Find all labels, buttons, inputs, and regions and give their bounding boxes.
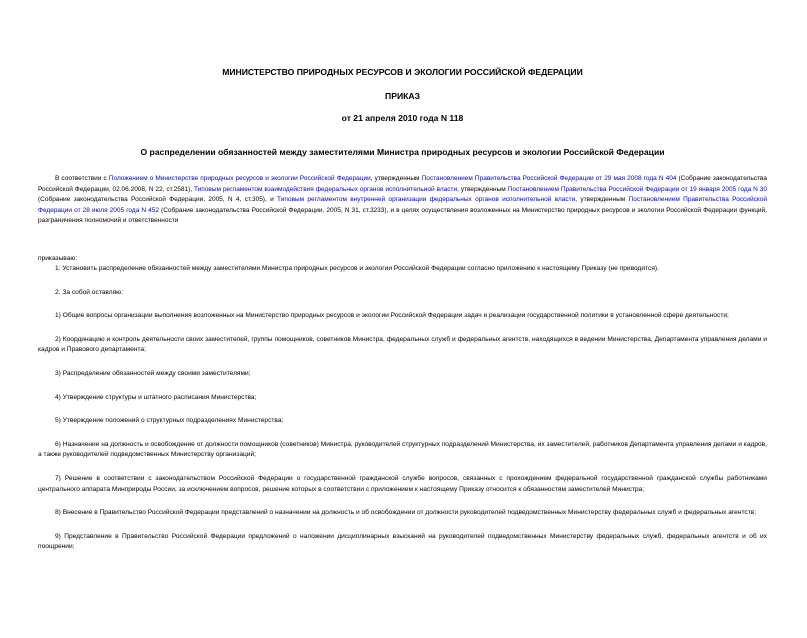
subitem-5: 5) Утверждение положений о структурных подразделениях Министерства; [55,417,284,425]
preamble-text-part: (Собрание законодательства Российской Федерации, 02.06.2008, N 22, ст.2581), [38,175,767,193]
subitem-6: 6) Назначение на должность и освобождение от должности помощников (советников) Министра, руководителей структурных подразделений Министерства, их заместителей, работников Департамента управления делами и кадров, а также руководителей подведомственных Министерству организаций; [38,440,767,459]
link-resolution-452[interactable]: Постановлением Правительства Российской Федерации от 28 июля 2005 года N 452 [38,196,767,214]
subitem-3: 3) Распределение обязанностей между своими заместителями; [55,370,251,378]
item-2: 2. За собой оставляю: [55,288,123,296]
link-resolution-404[interactable]: Постановлением Правительства Российской Федерации от 29 мая 2008 года N 404 [421,175,677,182]
preamble-paragraph [38,174,767,227]
preamble-text-part: (Собрание законодательства Российской Федерации, 2005, N 31, ст.3233), и в целях осуществления возложенных на Министерство природных ресурсов и экологии Российской Федерации функций, разграничения полномочий и ответственности [38,206,767,224]
link-internal-organization-regulation[interactable]: Типовым регламентом внутренней организации федеральных органов исполнительной власти [277,196,576,203]
document-type: ПРИКАЗ [385,91,420,101]
document-page [0,67,807,638]
subitem-1: 1) Общие вопросы организации выполнения возложенных на Министерство природных ресурсов и экологии Российской Федерации задач и реализации государственной политики в установленной сфере деятельности; [55,312,729,320]
preamble-text-part: , утвержденным [370,175,422,182]
link-resolution-30[interactable]: Постановлением Правительства Российской Федерации от 19 января 2005 года N 30 [507,185,767,193]
subitem-8: 8) Внесение в Правительство Российской Федерации представлений о назначении на должность и об освобождении от должности руководителей подведомственных Министерству федеральных служб и федеральных агентств; [55,509,757,517]
ministry-heading: МИНИСТЕРСТВО ПРИРОДНЫХ РЕСУРСОВ И ЭКОЛОГИИ РОССИЙСКОЙ ФЕДЕРАЦИИ [222,67,583,77]
preamble-text-part: В соответствии с [55,175,109,182]
preamble-text-part: (Собрание законодательства Российской Федерации, 2005, N 4, ст.305), и [38,196,278,203]
subitem-7: 7) Решение в соответствии с законодательством Российской Федерации о государственной гражданской службе вопросов, связанных с прохождением федеральной государственной гражданской службы работниками центрального аппарата Минприроды России, за исключением вопросов, решение которых в соответствии с приложением к настоящему Приказу относится к обязанностям заместителей Министра; [38,475,767,493]
document-body [38,254,767,554]
subitem-9: 9) Представление в Правительство Российской Федерации предложений о наложении дисциплинарных взысканий на руководителей подведомственных Министерству федеральных служб, федеральных агентств и об их поощрении; [38,532,767,551]
document-title: О распределении обязанностей между заместителями Министра природных ресурсов и экологии Российской Федерации [140,147,665,157]
order-word: приказываю: [38,254,78,262]
subitem-2: 2) Координацию и контроль деятельности своих заместителей, группы помощников, советников Министра, федеральных служб и федеральных агентств, находящихся в ведении Министерства, Департамента управления делами и кадров и Правового департамента; [38,335,767,354]
subitem-4: 4) Утверждение структуры и штатного расписания Министерства; [55,393,257,401]
item-1: 1. Установить распределение обязанностей между заместителями Министра природных ресурсов и экологии Российской Федерации согласно приложению к настоящему Приказу (не приводится). [55,265,659,273]
preamble-text [38,174,767,227]
link-ministry-regulation[interactable]: Положением о Министерстве природных ресурсов и экологии Российской Федерации [108,175,371,182]
link-interaction-regulation[interactable]: Типовым регламентом взаимодействия федеральных органов исполнительной власти [193,185,458,193]
preamble-text-part: , утвержденным [457,185,508,193]
preamble-text-part: , утвержденным [575,196,629,203]
document-date-number: от 21 апреля 2010 года N 118 [341,113,464,123]
